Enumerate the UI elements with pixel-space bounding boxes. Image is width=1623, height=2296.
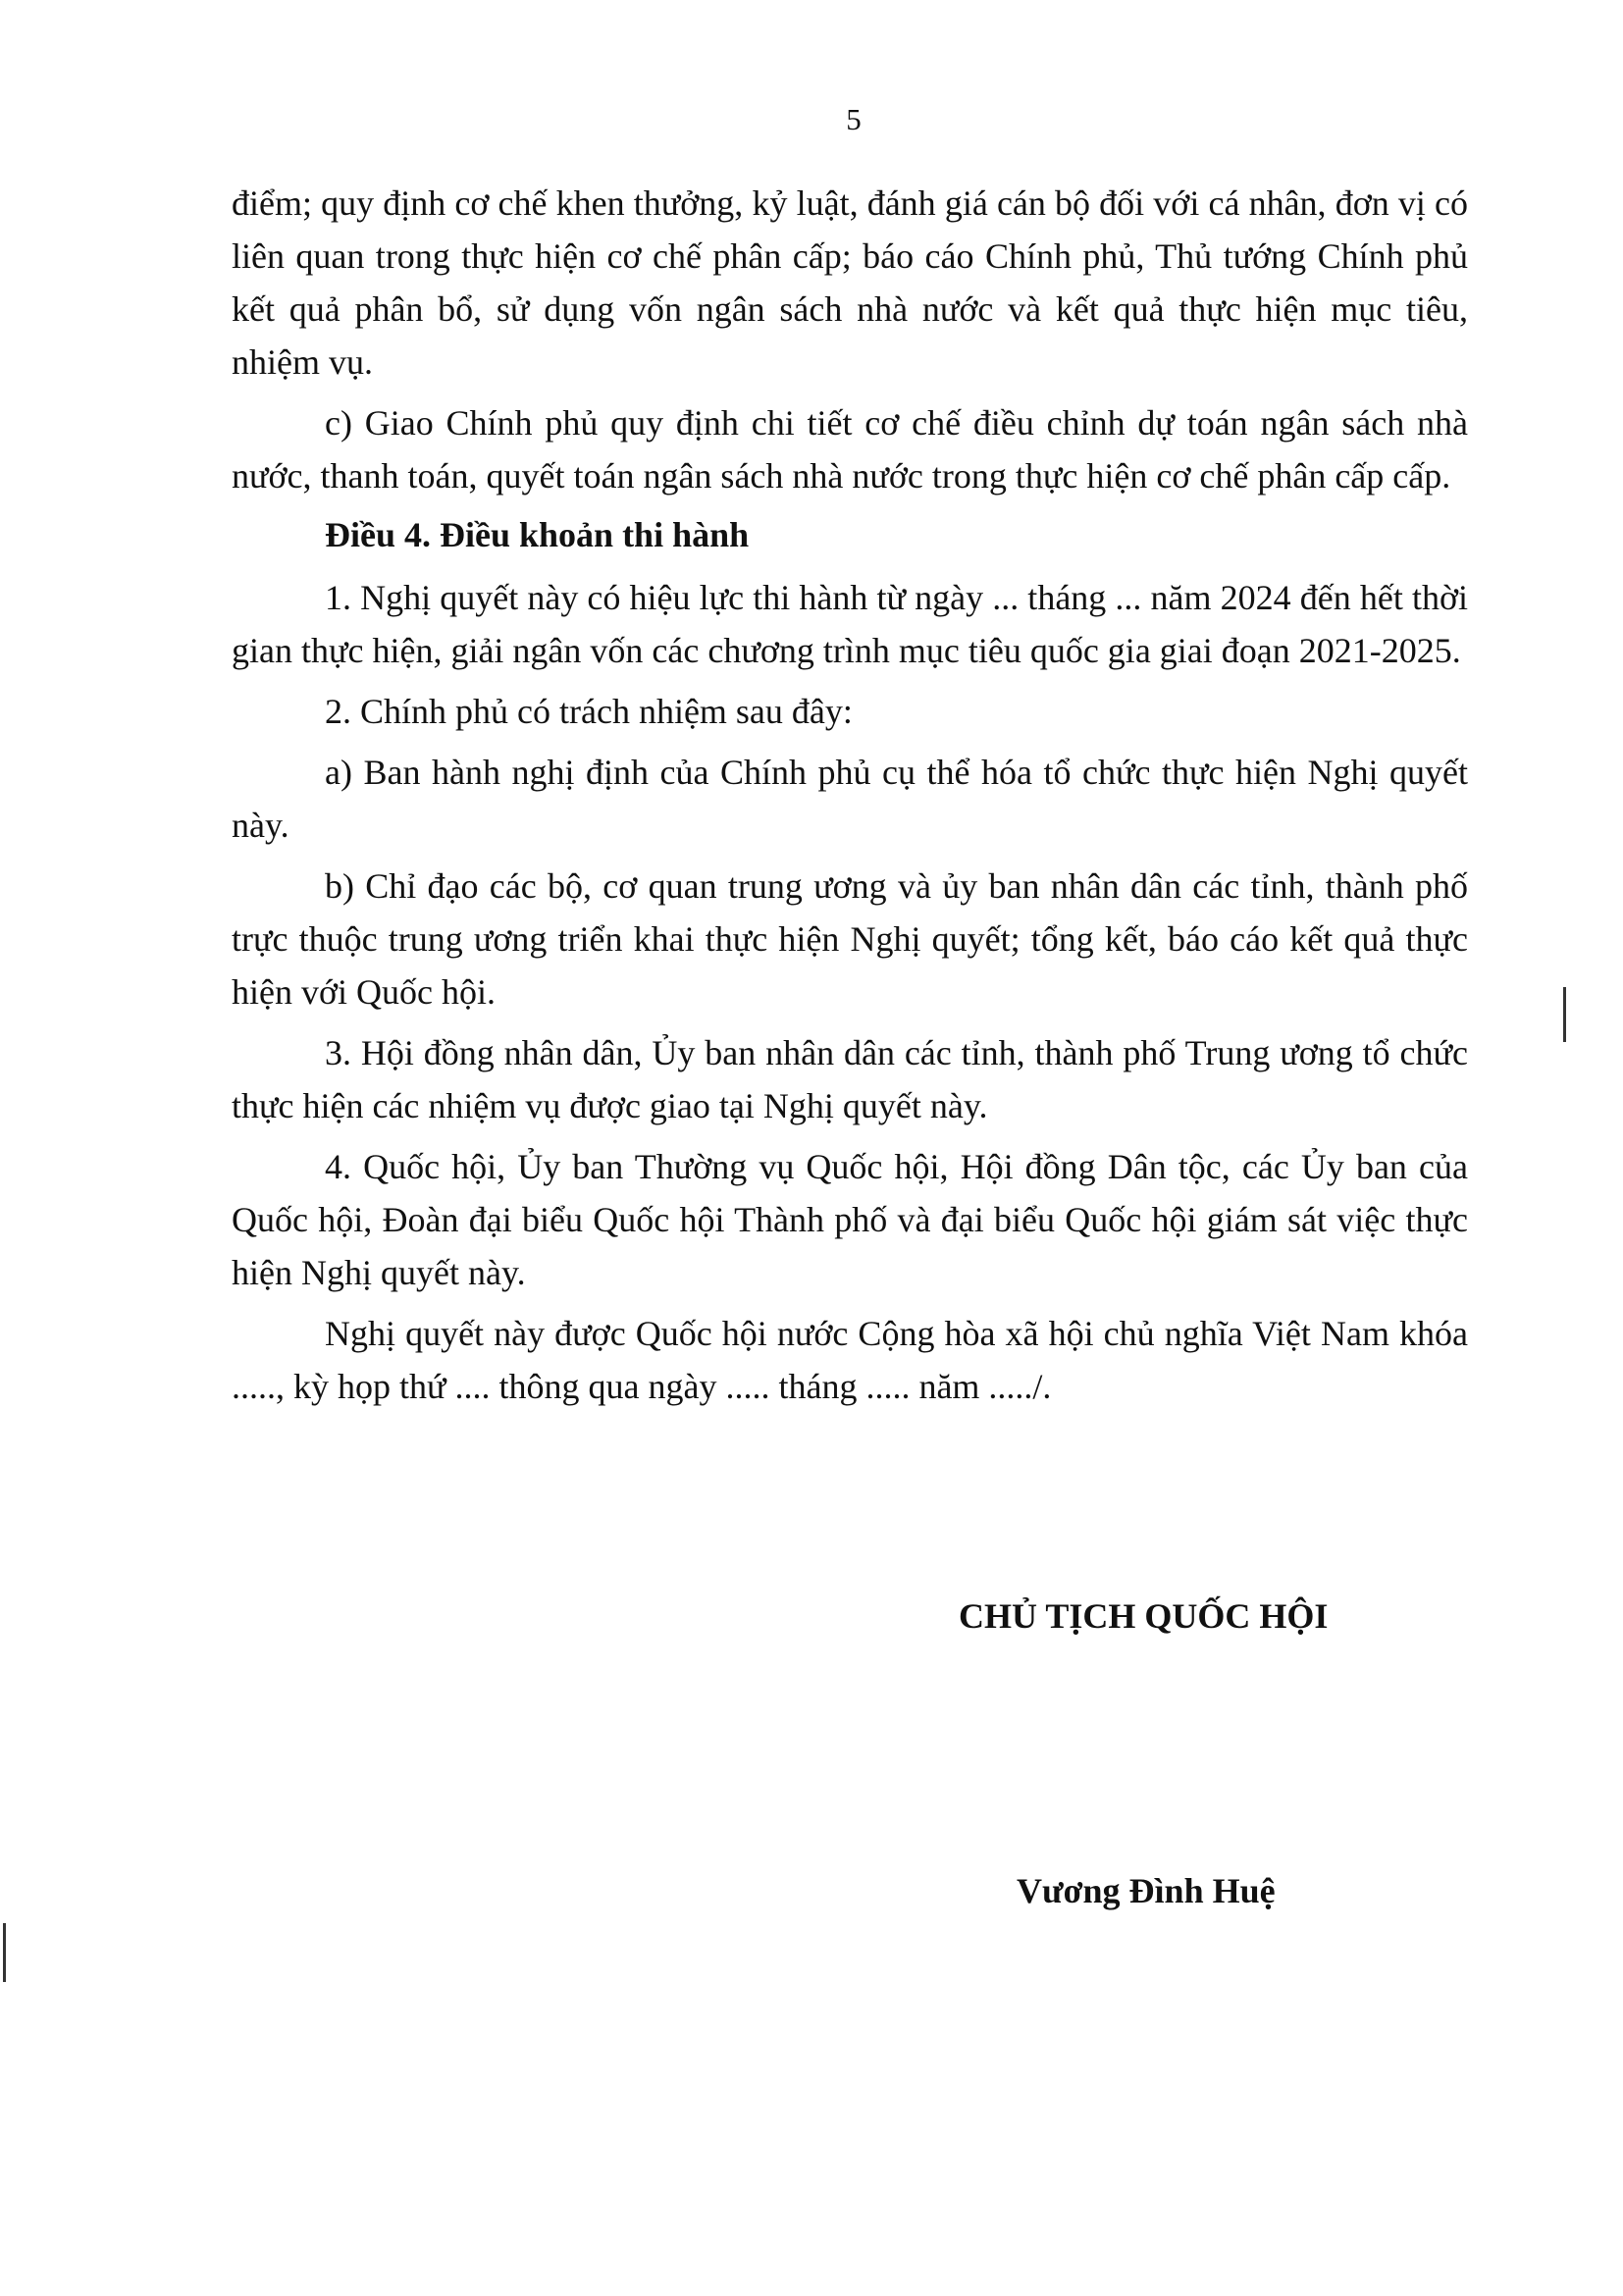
scan-margin-mark <box>1563 987 1566 1042</box>
text-line: mục tiêu, nhiệm vụ. <box>232 289 1468 382</box>
text-line: vị có liên quan trong thực hiện cơ chế phân cấp; báo cáo Chính phủ, Thủ tướng <box>232 183 1469 276</box>
text-line: nhà nước, thanh toán, quyết toán ngân sách nhà nước trong thực hiện cơ chế phân <box>232 403 1469 496</box>
clause-3 <box>232 1026 1468 1132</box>
text-line: khóa ....., kỳ họp thứ .... thông qua ngày ..... tháng ..... năm ...../. <box>232 1314 1468 1406</box>
text-line: quyết này. <box>232 753 1468 845</box>
text-line: 2. Chính phủ có trách nhiệm sau đây: <box>325 692 853 731</box>
clause-4 <box>232 1140 1468 1299</box>
text-line: b) Chỉ đạo các bộ, cơ quan trung ương và ủy ban nhân dân các tỉnh, thành <box>325 866 1404 906</box>
text-line: quả thực hiện với Quốc hội. <box>232 919 1468 1012</box>
signature-title: CHỦ TỊCH QUỐC HỘI <box>959 1596 1329 1636</box>
article-heading: Điều 4. Điều khoản thi hành <box>325 515 750 554</box>
clause-2a <box>232 746 1468 852</box>
clause-2 <box>232 685 1468 738</box>
text-line: hết thời gian thực hiện, giải ngân vốn các chương trình mục tiêu quốc gia giai <box>232 578 1468 670</box>
text-line: phố trực thuộc trung ương triển khai thực hiện Nghị quyết; tổng kết, báo cáo kết <box>232 866 1468 959</box>
text-line: c) Giao Chính phủ quy định chi tiết cơ chế điều chỉnh dự toán ngân sách <box>325 403 1405 443</box>
clause-1 <box>232 571 1468 677</box>
text-line: cấp cấp. <box>1335 456 1451 496</box>
text-line: 3. Hội đồng nhân dân, Ủy ban nhân dân các tỉnh, thành phố Trung ương tổ <box>325 1033 1390 1072</box>
signature-name: Vương Đình Huệ <box>1017 1871 1276 1910</box>
text-line: đoạn 2021-2025. <box>1221 631 1461 670</box>
clause-2b <box>232 860 1468 1018</box>
closing-paragraph <box>232 1307 1468 1413</box>
paragraph-clause-c <box>232 396 1468 502</box>
scan-edge-mark <box>3 1923 6 1982</box>
document-body <box>232 177 1468 1413</box>
text-line: Chính phủ kết quả phân bổ, sử dụng vốn ngân sách nhà nước và kết quả thực hiện <box>232 236 1469 329</box>
page-number: 5 <box>846 102 862 136</box>
text-line: a) Ban hành nghị định của Chính phủ cụ thể hóa tổ chức thực hiện Nghị <box>325 753 1379 792</box>
text-line: của Quốc hội, Đoàn đại biểu Quốc hội Thành phố và đại biểu Quốc hội giám sát <box>232 1147 1468 1239</box>
text-line: Nghị quyết này được Quốc hội nước Cộng hòa xã hội chủ nghĩa Việt Nam <box>325 1314 1389 1353</box>
text-line: 4. Quốc hội, Ủy ban Thường vụ Quốc hội, Hội đồng Dân tộc, các Ủy ban <box>325 1147 1407 1186</box>
text-line: điểm; quy định cơ chế khen thưởng, kỷ luật, đánh giá cán bộ đối với cá nhân, đơn <box>232 183 1389 223</box>
text-line: 1. Nghị quyết này có hiệu lực thi hành từ ngày ... tháng ... năm 2024 đến <box>325 578 1351 617</box>
paragraph-continued <box>232 177 1468 389</box>
text-line: việc thực hiện Nghị quyết này. <box>232 1200 1469 1292</box>
text-line: chức thực hiện các nhiệm vụ được giao tại Nghị quyết này. <box>232 1033 1468 1125</box>
